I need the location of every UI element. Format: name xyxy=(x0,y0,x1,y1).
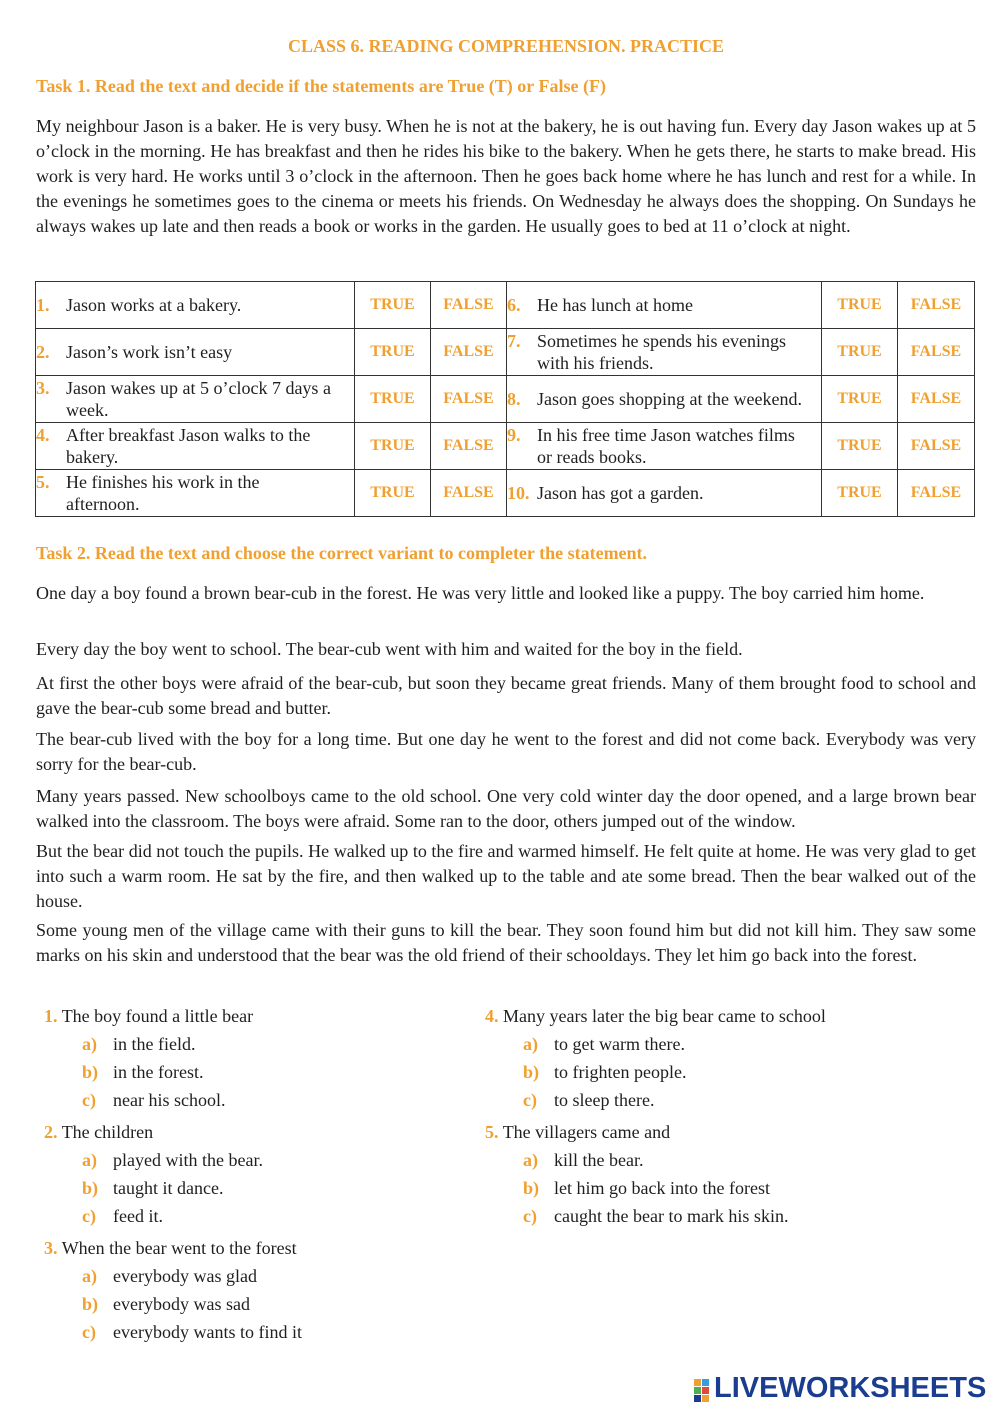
false-option-5[interactable]: FALSE xyxy=(431,470,507,517)
statement-number: 9. xyxy=(507,425,521,445)
true-false-table xyxy=(35,281,975,517)
option-text: to frighten people. xyxy=(554,1062,687,1082)
statement-number: 10. xyxy=(507,483,530,503)
option-text: let him go back into the forest xyxy=(554,1178,770,1198)
questions-right-column xyxy=(485,1002,826,1234)
false-option-1[interactable]: FALSE xyxy=(431,282,507,329)
statement-text: Jason’s work isn’t easy xyxy=(66,342,233,362)
option-text: played with the bear. xyxy=(113,1150,263,1170)
option-letter: a) xyxy=(523,1150,538,1170)
statement-cell xyxy=(36,329,355,376)
true-option-1[interactable]: TRUE xyxy=(355,282,431,329)
option-text: taught it dance. xyxy=(113,1178,224,1198)
option-letter: c) xyxy=(82,1322,96,1342)
question-item xyxy=(44,1118,302,1230)
false-option-10[interactable]: FALSE xyxy=(898,470,975,517)
task1-text: My neighbour Jason is a baker. He is very busy. When he is not at the bakery, he is out having fun. Every day Jason wakes up at 5 o’clock in the morning. He has breakfast and then he rides his bike to the bakery. When he gets there, he starts to make bread. His work is very hard. He works until 3 o’clock in the afternoon. Then he goes back home where he has lunch and rest for a while. In the evenings he sometimes goes to the cinema or meets his friends. On Wednesday he always does the shopping. On Sundays he always wakes up late and then reads a book or works in the garden. He usually goes to bed at 11 o’clock at night. xyxy=(36,116,976,236)
answer-option[interactable] xyxy=(44,1086,302,1114)
liveworksheets-logo xyxy=(694,1372,986,1405)
statement-number: 3. xyxy=(36,378,50,398)
statement-text: He has lunch at home xyxy=(537,295,693,315)
table-row xyxy=(36,470,975,517)
option-text: near his school. xyxy=(113,1090,226,1110)
statement-text: Jason goes shopping at the weekend. xyxy=(537,389,802,409)
statement-cell xyxy=(36,282,355,329)
statement-cell xyxy=(507,376,822,423)
table-row xyxy=(36,376,975,423)
answer-option[interactable] xyxy=(44,1318,302,1346)
answer-option[interactable] xyxy=(44,1058,302,1086)
option-letter: a) xyxy=(82,1150,97,1170)
statement-text: He finishes his work in the afternoon. xyxy=(66,472,260,514)
answer-option[interactable] xyxy=(485,1030,826,1058)
true-option-5[interactable]: TRUE xyxy=(355,470,431,517)
option-letter: b) xyxy=(523,1062,540,1082)
answer-option[interactable] xyxy=(44,1202,302,1230)
answer-option[interactable] xyxy=(44,1290,302,1318)
statement-text: Jason wakes up at 5 o’clock 7 days a week. xyxy=(66,378,331,420)
answer-option[interactable] xyxy=(44,1174,302,1202)
task2-paragraph: Every day the boy went to school. The bear-cub went with him and waited for the boy in the field. xyxy=(36,639,743,659)
true-option-7[interactable]: TRUE xyxy=(822,329,898,376)
option-text: feed it. xyxy=(113,1206,163,1226)
task2-paragraph: At first the other boys were afraid of the bear-cub, but soon they became great friends. Many of them brought food to school and gave the bear-cub some bread and butter. xyxy=(36,673,976,718)
table-row xyxy=(36,282,975,329)
false-option-8[interactable]: FALSE xyxy=(898,376,975,423)
option-letter: a) xyxy=(523,1034,538,1054)
statement-cell xyxy=(36,376,355,423)
true-option-2[interactable]: TRUE xyxy=(355,329,431,376)
statement-number: 6. xyxy=(507,295,521,315)
question-item xyxy=(44,1002,302,1114)
logo-mark-icon xyxy=(694,1377,710,1401)
question-number: 4. xyxy=(485,1006,499,1026)
answer-option[interactable] xyxy=(485,1202,826,1230)
option-text: everybody was glad xyxy=(113,1266,257,1286)
question-text: The villagers came and xyxy=(502,1122,671,1142)
question-item xyxy=(485,1002,826,1114)
table-row xyxy=(36,423,975,470)
question-stem xyxy=(485,1002,826,1030)
question-stem xyxy=(44,1002,302,1030)
option-text: everybody was sad xyxy=(113,1294,250,1314)
answer-option[interactable] xyxy=(44,1262,302,1290)
question-number: 1. xyxy=(44,1006,58,1026)
task2-paragraph: One day a boy found a brown bear-cub in the forest. He was very little and looked like a puppy. The boy carried him home. xyxy=(36,583,925,603)
question-stem xyxy=(44,1234,302,1262)
answer-option[interactable] xyxy=(485,1146,826,1174)
answer-option[interactable] xyxy=(485,1086,826,1114)
task1-heading: Task 1. Read the text and decide if the statements are True (T) or False (F) xyxy=(36,76,606,96)
option-letter: b) xyxy=(523,1178,540,1198)
table-row xyxy=(36,329,975,376)
question-item xyxy=(44,1234,302,1346)
question-item xyxy=(485,1118,826,1230)
statement-number: 1. xyxy=(36,295,50,315)
option-text: to sleep there. xyxy=(554,1090,655,1110)
statement-number: 7. xyxy=(507,331,521,351)
false-option-7[interactable]: FALSE xyxy=(898,329,975,376)
option-letter: b) xyxy=(82,1294,99,1314)
question-number: 3. xyxy=(44,1238,58,1258)
true-option-8[interactable]: TRUE xyxy=(822,376,898,423)
statement-text: Jason has got a garden. xyxy=(537,483,704,503)
question-number: 2. xyxy=(44,1122,58,1142)
page-title: CLASS 6. READING COMPREHENSION. PRACTICE xyxy=(287,36,725,56)
answer-option[interactable] xyxy=(44,1146,302,1174)
statement-text: Sometimes he spends his evenings with his friends. xyxy=(537,331,786,373)
false-option-6[interactable]: FALSE xyxy=(898,282,975,329)
true-option-4[interactable]: TRUE xyxy=(355,423,431,470)
option-text: to get warm there. xyxy=(554,1034,685,1054)
statement-text: In his free time Jason watches films or reads books. xyxy=(537,425,795,467)
answer-option[interactable] xyxy=(44,1030,302,1058)
option-letter: a) xyxy=(82,1034,97,1054)
statement-cell xyxy=(36,470,355,517)
option-letter: a) xyxy=(82,1266,97,1286)
option-text: caught the bear to mark his skin. xyxy=(554,1206,789,1226)
false-option-4[interactable]: FALSE xyxy=(431,423,507,470)
statement-cell xyxy=(507,329,822,376)
question-text: Many years later the big bear came to school xyxy=(503,1006,826,1026)
task2-heading: Task 2. Read the text and choose the correct variant to completer the statement. xyxy=(36,543,648,563)
true-option-6[interactable]: TRUE xyxy=(822,282,898,329)
statement-number: 4. xyxy=(36,425,50,445)
question-stem xyxy=(485,1118,826,1146)
statement-text: Jason works at a bakery. xyxy=(66,295,242,315)
task2-paragraph: But the bear did not touch the pupils. He walked up to the fire and warmed himself. He felt quite at home. He was very glad to get into such a warm room. He sat by the fire, and then walked up to the table and ate some bread. Then the bear walked out of the house. xyxy=(36,841,976,911)
option-text: everybody wants to find it xyxy=(113,1322,302,1342)
option-letter: c) xyxy=(523,1206,537,1226)
task2-paragraph: Some young men of the village came with their guns to kill the bear. They soon found him but did not kill him. They saw some marks on his skin and understood that the bear was the old friend of their schooldays. They let him go back into the forest. xyxy=(36,920,976,965)
statement-cell xyxy=(507,423,822,470)
logo-text: LIVEWORKSHEETS xyxy=(714,1372,987,1404)
false-option-9[interactable]: FALSE xyxy=(898,423,975,470)
question-text: The children xyxy=(61,1122,154,1142)
true-option-10[interactable]: TRUE xyxy=(822,470,898,517)
statement-number: 2. xyxy=(36,342,50,362)
statement-cell xyxy=(36,423,355,470)
question-number: 5. xyxy=(485,1122,499,1142)
question-stem xyxy=(44,1118,302,1146)
true-option-9[interactable]: TRUE xyxy=(822,423,898,470)
statement-number: 8. xyxy=(507,389,521,409)
option-letter: c) xyxy=(82,1090,96,1110)
option-text: in the forest. xyxy=(113,1062,204,1082)
questions-left-column xyxy=(44,1002,302,1350)
statement-cell xyxy=(507,470,822,517)
task2-paragraph: The bear-cub lived with the boy for a long time. But one day he went to the forest and did not come back. Everybody was very sorry for the bear-cub. xyxy=(36,729,976,774)
option-text: in the field. xyxy=(113,1034,196,1054)
true-option-3[interactable]: TRUE xyxy=(355,376,431,423)
answer-option[interactable] xyxy=(485,1058,826,1086)
statement-cell xyxy=(507,282,822,329)
option-letter: c) xyxy=(523,1090,537,1110)
statement-text: After breakfast Jason walks to the bakery. xyxy=(66,425,311,467)
question-text: The boy found a little bear xyxy=(61,1006,254,1026)
answer-option[interactable] xyxy=(485,1174,826,1202)
option-letter: b) xyxy=(82,1062,99,1082)
task2-paragraph: Many years passed. New schoolboys came to the old school. One very cold winter day the door opened, and a large brown bear walked into the classroom. The boys were afraid. Some ran to the door, others jumped out of the window. xyxy=(36,786,976,831)
option-letter: c) xyxy=(82,1206,96,1226)
false-option-3[interactable]: FALSE xyxy=(431,376,507,423)
question-text: When the bear went to the forest xyxy=(61,1238,297,1258)
option-text: kill the bear. xyxy=(554,1150,644,1170)
statement-number: 5. xyxy=(36,472,50,492)
false-option-2[interactable]: FALSE xyxy=(431,329,507,376)
option-letter: b) xyxy=(82,1178,99,1198)
